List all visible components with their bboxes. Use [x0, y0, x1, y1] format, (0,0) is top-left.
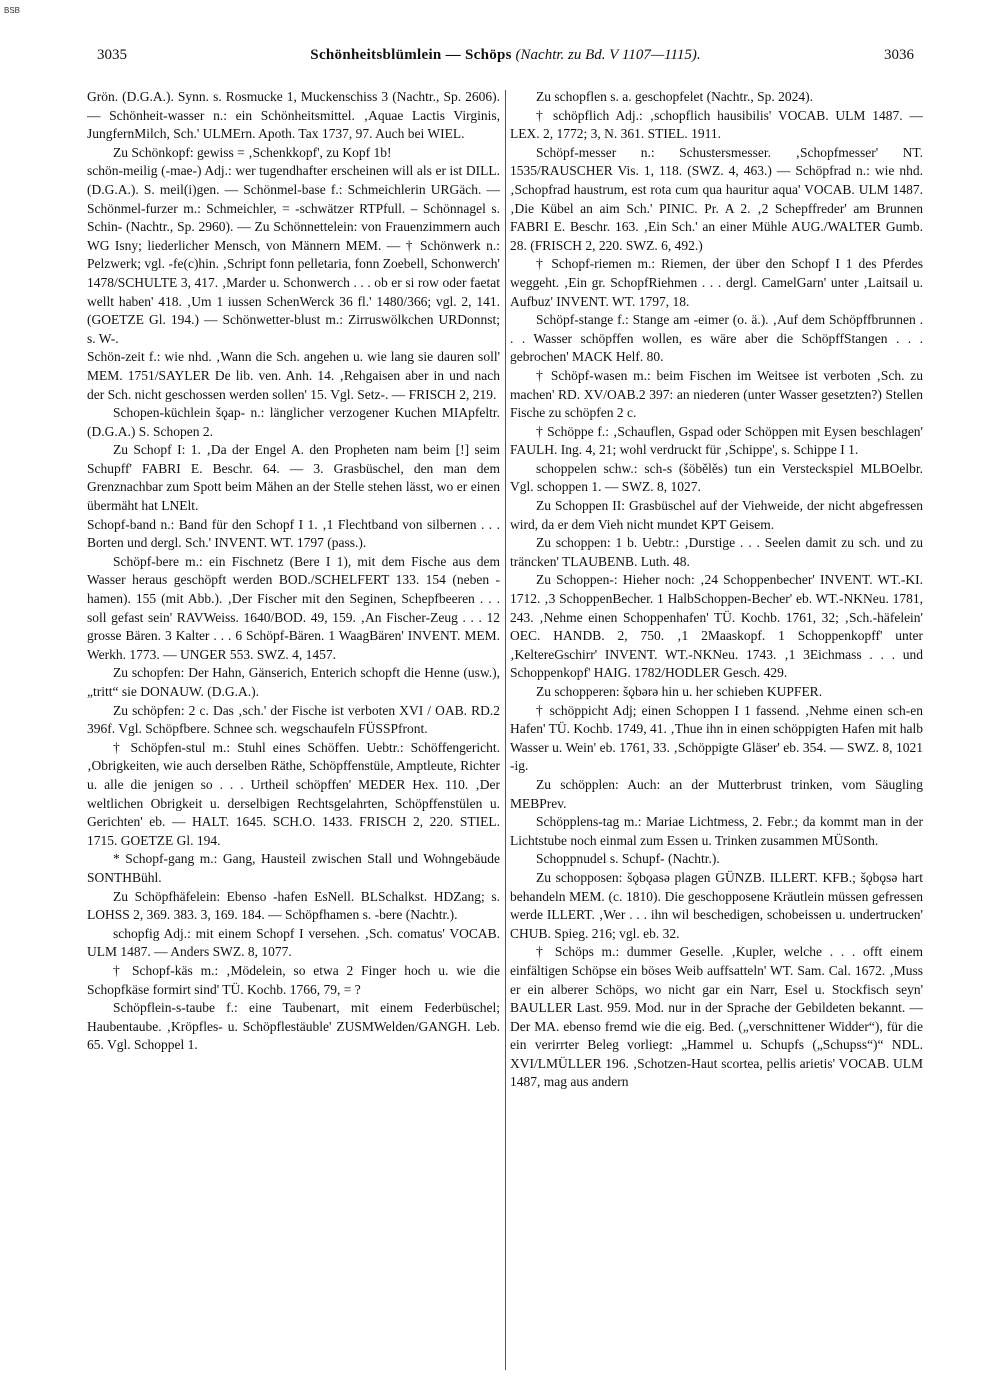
left-column: [87, 88, 500, 1368]
dictionary-entry: Zu schopperen: šǫbərə hin u. her schieben KUPFER.: [536, 684, 823, 699]
dictionary-entry: schoppelen schw.: sch-s (šöbělěs) tun ein Versteckspiel MLBOelbr. Vgl. schoppen 1. — SWZ. 8, 1027.: [510, 460, 923, 495]
right-column: [510, 88, 923, 1368]
dictionary-entry: † schöppicht Adj; einen Schoppen I 1 fassend. ‚Nehme einen sch-en Hafen' TÜ. Kochb. 1749, 41. ‚Thue ihn in einen schöppigten Hafen mit halb Wasser u. Wein' eb. 1761, 33. ‚Schöppigte Gläser' eb. 354. — SWZ. 8, 1021 -ig.: [510, 702, 923, 774]
dictionary-entry: Zu schöpplen: Auch: an der Mutterbrust trinken, vom Säugling MEBPrev.: [510, 776, 923, 811]
dictionary-entry: Zu Schönkopf: gewiss = ‚Schenkkopf', zu Kopf 1b!: [113, 144, 392, 160]
dictionary-entry: * Schopf-gang m.: Gang, Hausteil zwischen Stall und Wohngebäude SONTHBühl.: [87, 851, 500, 885]
dictionary-entry: Zu Schopf I: 1. ‚Da der Engel A. den Propheten nam beim [!] seim Schupff' FABRI E. Beschr. 64. — 3. Grasbüschel, den man dem Grenznachbar zum Spott beim Mähen an der Stelle stehen lässt, wo er einen übermäht hat LNElt.: [87, 442, 500, 514]
dictionary-entry: Schoppnudel s. Schupf- (Nachtr.).: [536, 851, 720, 867]
dictionary-entry: Schöpplens-tag m.: Mariae Lichtmess, 2. Febr.; da kommt man in der Lichtstube noch einmal zum Essen u. Trinken zusammen MÜSonth.: [510, 814, 923, 848]
dictionary-entry: Zu Schoppen II: Grasbüschel auf der Viehweide, der nicht abgefressen wird, da er dem Vieh nicht mundet KPT Geisem.: [510, 498, 923, 532]
dictionary-entry: Schöpf-bere m.: ein Fischnetz (Bere I 1), mit dem Fische aus dem Wasser heraus geschöpft werden BOD./SCHELFERT 133. 154 (neben -hamen). 155 (mit Abb.). ‚Der Fischer mit den Seginen, Schepfbeeren . . . soll gefast sein' RAVWeiss. 1640/BOD. 49, 159. ‚An Fischer-Zeug . . . 12 grosse Bären. 3 Kalter . . . 6 Schöpf-Bären. 1 WaagBären' INVENT. MEM. Werkh. 1773. — UNGER 553. SWZ. 4, 1457.: [87, 553, 500, 662]
header-subtitle: (Nachtr. zu Bd. V 1107—1115).: [515, 47, 701, 63]
header-title: Schönheitsblümlein — Schöps: [310, 47, 512, 63]
dictionary-entry: Zu schöpfen: 2 c. Das ‚sch.' der Fische ist verboten XVI / OAB. RD.2 396f. Vgl. Schöpfbere. Schnee sch. wegschaufeln FÜSSPfront.: [87, 702, 500, 737]
dictionary-entry: † Schöppe f.: ‚Schauflen, Gspad oder Schöppen mit Eysen beschlagen' FAULH. Ing. 4, 21; wohl verdruckt für ‚Schippe', s. Schippe I 1.: [510, 423, 923, 458]
dictionary-entry: Grön. (D.G.A.). Synn. s. Rosmucke 1, Muckenschiss 3 (Nachtr., Sp. 2606). — Schönheit-wasser n.: ein Schönheitsmittel. ‚Aquae Lactis Virginis, JungfernMilch, Sch.' ULMErn. Apoth. Tax 1737, 97. Auch bei WIEL.: [87, 89, 500, 142]
dictionary-entry: Schöpf-stange f.: Stange am -eimer (o. ä.). ‚Auf dem Schöpffbrunnen . . . Wasser schöpffen wollen, es wäre aber die SchöpffStangen . . . gebrochen' MACK Helf. 80.: [510, 312, 923, 365]
dictionary-entry: Schöpf-messer n.: Schustersmesser. ‚Schopfmesser' NT. 1535/RAUSCHER Vis. 1, 118. (SWZ. 4, 463.) — Schöpfrad n.: wie nhd. ‚Schopfrad haustrum, est rota cum qua hauritur aqua' VOCAB. ULM 1487. ‚Die Kübel an aim Sch.' PINIC. Pr. A 2. ‚2 Schepffreder' am Brunnen FABRI E. Beschr. 163. ‚Ein Sch.' an einer Mühle AUG./WALTER Gumb. 28. (FRISCH 2, 220. SWZ. 6, 492.): [510, 144, 923, 253]
dictionary-entry: Schopf-band n.: Band für den Schopf I 1. ‚1 Flechtband von silbernen . . . Borten und dergl. Sch.' INVENT. WT. 1797 (pass.).: [87, 516, 500, 551]
running-title: [97, 44, 914, 66]
page-header: [97, 44, 914, 66]
dictionary-entry: Zu Schöpfhäfelein: Ebenso -hafen EsNell. BLSchalkst. HDZang; s. LOHSS 2, 369. 383. 3, 169. 184. — Schöpfhamen s. -bere (Nachtr.).: [87, 888, 500, 923]
library-stamp: BSB: [4, 6, 21, 15]
page-number-right: 3036: [884, 47, 914, 63]
dictionary-entry: Schopen-küchlein šǫap- n.: länglicher verzogener Kuchen MIApfeltr. (D.G.A.) S. Schopen 2.: [87, 405, 500, 439]
dictionary-entry: Zu schoppen: 1 b. Uebtr.: ‚Durstige . . . Seelen damit zu sch. und zu träncken' TLAUBENB. Luth. 48.: [510, 535, 923, 569]
dictionary-entry: † Schopf-riemen m.: Riemen, der über den Schopf I 1 des Pferdes weggeht. ‚Ein gr. SchopfRiehmen . . . dergl. CamelGarn' unter ‚Laitsail u. Aufbuz' INVENT. WT. 1797, 18.: [510, 256, 923, 309]
dictionary-entry: † Schopf-käs m.: ‚Mödelein, so etwa 2 Finger hoch u. wie die Schopfkäse formirt sind' TÜ. Kochb. 1766, 79, = ?: [87, 962, 500, 997]
dictionary-entry: Schön-zeit f.: wie nhd. ‚Wann die Sch. angehen u. wie lang sie dauren soll' MEM. 1751/SAYLER De lib. ven. Anh. 14. ‚Rehgaisen aber in und nach der Sch. nicht geschossen werden sollen' 15. Vgl. Setz-. — FRISCH 2, 219.: [87, 349, 500, 402]
column-divider: [505, 90, 506, 1370]
dictionary-entry: Zu Schoppen-: Hieher noch: ‚24 Schoppenbecher' INVENT. WT.-KI. 1712. ‚3 SchoppenBecher. 1 HalbSchoppen-Becher' eb. WT.-NKNeu. 1781, 243. ‚Nehme einen Schoppenhafen' TÜ. Kochb. 1761, 32; ‚Sch.-häfelein' OEC. HANDB. 2, 750. ‚1 2Maaskopf. 1 Schoppenkopff' unter ‚KeltereGschirr' INVENT. WT.-NKNeu. 1743. ‚1 3Eichmass . . . und Schoppenkopf' HAIG. 1782/HODLER Gesch. 429.: [510, 572, 923, 681]
dictionary-entry: schön-meilig (-mae-) Adj.: wer tugendhafter erscheinen will als er ist DILL. (D.G.A.). S. meil(i)gen. — Schönmel-base f.: Schmeichlerin URGäch. — Schönmel-furzer m.: Schmeichler, = -schwätzer RTPfull. – Schönnagel s. Schin- (Nachtr., Sp. 2960). — Zu Schönnettelein: von Frauenzimmern auch WG Isny; liederlicher Mensch, von Männern MEM. — † Schönwerk n.: Pelzwerk; vgl. -fe(c)hin. ‚Schript fonn pelletaria, fonn Zoebell, Schonwerch' 1478/SCHULTE 3, 417. ‚Marder u. Schonwerch . . . ob er si row oder faetat wellt haben' 418. ‚Um 1 iussen SchenWerck 36 fl.' 1480/366; vgl. 2, 141. (GOETZE Gl. 194.) — Schönwetter-blust m.: Zirruswölkchen URDonnst; s. W-.: [87, 163, 500, 346]
dictionary-entry: Schöpflein-s-taube f.: eine Taubenart, mit einem Federbüschel; Haubentaube. ‚Kröpfles- u. Schöpflestäuble' ZUSMWelden/GANGH. Leb. 65. Vgl. Schoppel 1.: [87, 1000, 500, 1053]
page-number-left: 3035: [97, 47, 127, 63]
dictionary-entry: † Schöpf-wasen m.: beim Fischen im Weitsee ist verboten ‚Sch. zu machen' RD. XV/OAB.2 397: an niederen (unter Wasser gesetzten?) Stellen Fische zu schöpfen 2 c.: [510, 367, 923, 421]
dictionary-entry: † schöpflich Adj.: ‚schopflich hausibilis' VOCAB. ULM 1487. — LEX. 2, 1772; 3, N. 361. STIEL. 1911.: [510, 107, 923, 142]
dictionary-entry: † Schöpfen-stul m.: Stuhl eines Schöffen. Uebtr.: Schöffengericht. ‚Obrigkeiten, wie auch derselben Räthe, Schöpffenstüle, Amptleute, Richter u. alle die jenigen so . . . Urtheil schöpffen' MEDER Hex. 110. ‚Der weltlichen Obrigkeit u. derselbigen Rechtsgelahrten, Schöpffenstülen u. Gerichten' eb. — HALT. 1645. SCH.O. 1433. FRISCH 2, 220. STIEL. 1715. GOETZE Gl. 194.: [87, 739, 500, 848]
dictionary-entry: Zu schopfen: Der Hahn, Gänserich, Enterich schopft die Henne (usw.), „tritt“ sie DONAUW. (D.G.A.).: [87, 665, 500, 699]
dictionary-entry: Zu schopposen: šǫbǫasə plagen GÜNZB. ILLERT. KFB.; šǫbǫsə hart behandeln MEM. (c. 1810). Die geschopposene Kräutlein müssen gefressen werde ILLERT. ‚Wer . . . ihn wil beschedigen, schobeissen u. undertrucken' CHUB. Spieg. 216; vgl. eb. 32.: [510, 869, 923, 941]
dictionary-entry: schopfig Adj.: mit einem Schopf I versehen. ‚Sch. comatus' VOCAB. ULM 1487. — Anders SWZ. 8, 1077.: [87, 925, 500, 960]
dictionary-entry: † Schöps m.: dummer Geselle. ‚Kupler, welche . . . offt einem einfältigen Schöpse ein böses Weib auffsatteln' WT. Sam. Cal. 1672. ‚Muss er ein alberer Schöps, wo nicht gar ein Narr, Esel u. Stockfisch seyn' BAULLER Last. 959. Mod. nur in der Sprache der Gebildeten bekannt. — Der MA. ebenso fremd wie die eig. Bed. („verschnittener Widder“), für die ein verirrter Beleg vorliegt: „Hammel u. Schupfs („Schupss“)“ NDL. XVI/LMÜLLER 196. ‚Schotzen-Haut scortea, pellis arietis' VOCAB. ULM 1487, mag aus andern: [510, 944, 923, 1090]
dictionary-entry: Zu schopflen s. a. geschopfelet (Nachtr., Sp. 2024).: [536, 89, 814, 104]
